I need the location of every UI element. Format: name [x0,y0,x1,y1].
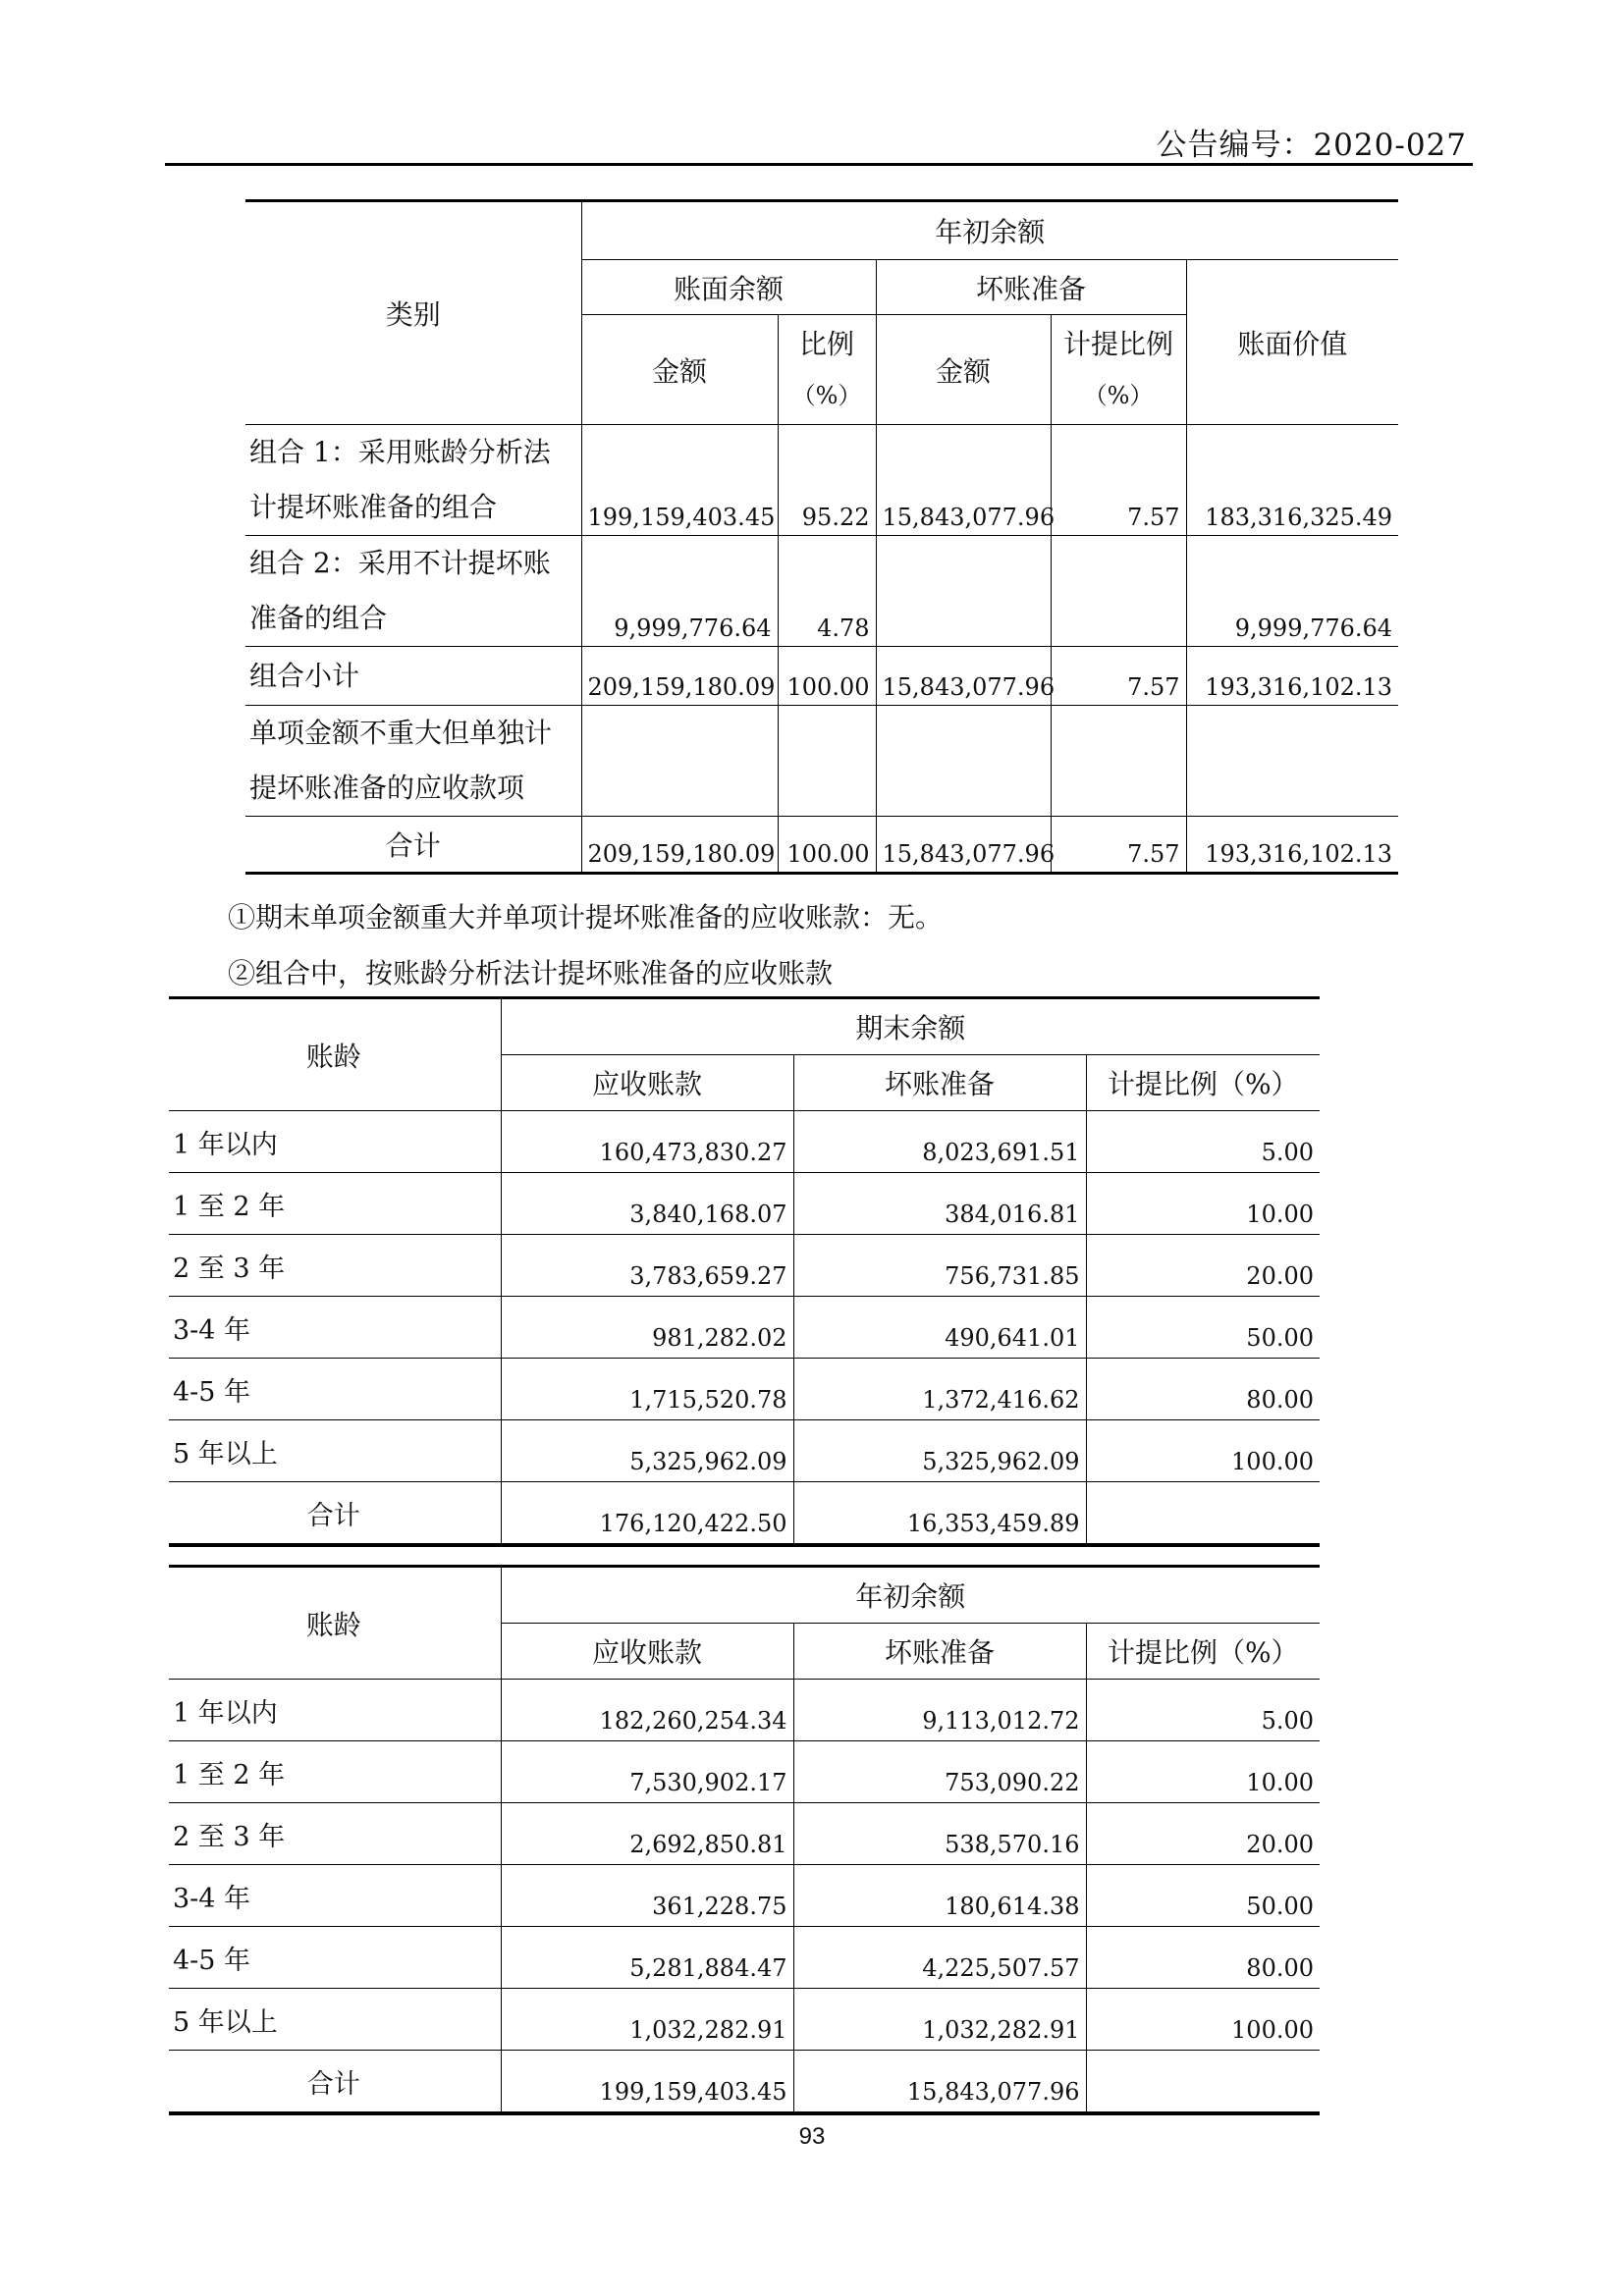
cell-ratio: 10.00 [1086,1741,1320,1803]
cell-bad-debt: 756,731.85 [793,1235,1086,1297]
cell-receivable: 199,159,403.45 [501,2051,793,2114]
cell-book-value: 193,316,102.13 [1186,647,1398,706]
table-row [169,1989,1320,2051]
cell-age: 1 至 2 年 [169,1741,501,1803]
cell-bad-ratio [1051,536,1186,647]
header-provision-ratio: 计提比例（%） [1086,1055,1320,1111]
cell-amount: 199,159,403.45 [581,425,778,536]
cell-bad-debt: 9,113,012.72 [793,1680,1086,1741]
cell-bad-ratio: 7.57 [1051,425,1186,536]
table-total-row [245,817,1398,874]
cell-receivable: 1,032,282.91 [501,1989,793,2051]
header-receivable: 应收账款 [501,1055,793,1111]
table-row [169,1865,1320,1927]
announcement-number: 公告编号：2020-027 [1156,128,1467,163]
cell-age: 5 年以上 [169,1420,501,1482]
table-row [245,647,1398,706]
note-1: ①期末单项金额重大并单项计提坏账准备的应收账款：无。 [228,901,944,934]
cell-ratio: 80.00 [1086,1927,1320,1989]
cell-ratio: 100.00 [778,817,876,874]
cell-bad-amount: 15,843,077.96 [876,647,1051,706]
cell-bad-debt: 180,614.38 [793,1865,1086,1927]
cell-ratio: 4.78 [778,536,876,647]
header-category: 类别 [245,201,581,425]
table-row [169,1297,1320,1359]
cell-bad-debt: 538,570.16 [793,1803,1086,1865]
cell-bad-ratio: 7.57 [1051,817,1186,874]
header-bad-amount: 金额 [876,315,1051,425]
page-number: 93 [798,2123,826,2150]
cell-ratio: 50.00 [1086,1297,1320,1359]
category-table [245,199,1398,875]
cell-receivable: 3,783,659.27 [501,1235,793,1297]
cell-bad-debt: 384,016.81 [793,1173,1086,1235]
cell-receivable: 3,840,168.07 [501,1173,793,1235]
header-ratio-label: 比例 [798,327,854,360]
table-row [169,1173,1320,1235]
cell-ratio: 100.00 [778,647,876,706]
header-amount: 金额 [581,315,778,425]
cell-bad-ratio [1051,706,1186,817]
header-provision-ratio: 计提比例（%） [1086,1624,1320,1680]
cell-ratio: 10.00 [1086,1173,1320,1235]
aging-table-opening [169,1565,1320,2115]
cell-ratio: 50.00 [1086,1865,1320,1927]
header-opening-balance: 年初余额 [501,1567,1320,1624]
cell-bad-ratio: 7.57 [1051,647,1186,706]
header-bad-debt: 坏账准备 [793,1055,1086,1111]
note-2: ②组合中，按账龄分析法计提坏账准备的应收账款 [228,957,834,989]
header-book-balance: 账面余额 [581,260,876,315]
cell-bad-debt: 5,325,962.09 [793,1420,1086,1482]
table-row [245,706,1398,817]
row-label: 合计 [245,817,581,874]
cell-ratio: 20.00 [1086,1235,1320,1297]
cell-amount [581,706,778,817]
cell-ratio [1086,1482,1320,1546]
cell-ratio: 80.00 [1086,1359,1320,1420]
cell-bad-amount [876,706,1051,817]
cell-amount: 209,159,180.09 [581,647,778,706]
aging-table-ending [169,996,1320,1547]
cell-bad-debt: 16,353,459.89 [793,1482,1086,1546]
cell-receivable: 176,120,422.50 [501,1482,793,1546]
cell-receivable: 7,530,902.17 [501,1741,793,1803]
cell-book-value: 183,316,325.49 [1186,425,1398,536]
table-total-row [169,1482,1320,1546]
cell-ratio: 100.00 [1086,1420,1320,1482]
header-receivable: 应收账款 [501,1624,793,1680]
cell-ratio: 20.00 [1086,1803,1320,1865]
cell-age: 合计 [169,2051,501,2114]
cell-age: 1 年以内 [169,1111,501,1173]
table-row [169,1741,1320,1803]
row-label: 组合 1：采用账龄分析法 计提坏账准备的组合 [245,425,581,536]
header-opening-balance: 年初余额 [581,201,1398,260]
table-row [245,536,1398,647]
cell-receivable: 160,473,830.27 [501,1111,793,1173]
header-age: 账龄 [169,1567,501,1680]
cell-receivable: 2,692,850.81 [501,1803,793,1865]
cell-age: 5 年以上 [169,1989,501,2051]
table-total-row [169,2051,1320,2114]
cell-receivable: 5,325,962.09 [501,1420,793,1482]
cell-book-value: 193,316,102.13 [1186,817,1398,874]
header-ratio [778,315,876,425]
cell-age: 1 至 2 年 [169,1173,501,1235]
table-row [169,1235,1320,1297]
table-row [169,1359,1320,1420]
cell-ratio: 5.00 [1086,1111,1320,1173]
cell-age: 1 年以内 [169,1680,501,1741]
cell-receivable: 981,282.02 [501,1297,793,1359]
table-row [169,1111,1320,1173]
header-provision-ratio [1051,315,1186,425]
header-bad-debt: 坏账准备 [793,1624,1086,1680]
header-ratio-pct: （%） [791,381,862,409]
table-row [169,1680,1320,1741]
cell-bad-amount [876,536,1051,647]
cell-bad-debt: 490,641.01 [793,1297,1086,1359]
cell-bad-amount: 15,843,077.96 [876,817,1051,874]
page-header [165,116,1473,166]
cell-bad-debt: 8,023,691.51 [793,1111,1086,1173]
cell-receivable: 361,228.75 [501,1865,793,1927]
cell-book-value [1186,706,1398,817]
header-age: 账龄 [169,998,501,1111]
cell-bad-debt: 4,225,507.57 [793,1927,1086,1989]
header-provision-label: 计提比例 [1062,327,1173,360]
cell-bad-amount: 15,843,077.96 [876,425,1051,536]
header-ending-balance: 期末余额 [501,998,1320,1055]
cell-ratio: 100.00 [1086,1989,1320,2051]
cell-receivable: 1,715,520.78 [501,1359,793,1420]
cell-amount: 9,999,776.64 [581,536,778,647]
cell-age: 3-4 年 [169,1865,501,1927]
cell-amount: 209,159,180.09 [581,817,778,874]
cell-age: 4-5 年 [169,1927,501,1989]
cell-receivable: 5,281,884.47 [501,1927,793,1989]
table-row [169,1420,1320,1482]
table-row [169,1803,1320,1865]
cell-bad-debt: 1,372,416.62 [793,1359,1086,1420]
cell-book-value: 9,999,776.64 [1186,536,1398,647]
cell-ratio [778,706,876,817]
cell-age: 4-5 年 [169,1359,501,1420]
cell-age: 3-4 年 [169,1297,501,1359]
header-book-value: 账面价值 [1186,260,1398,425]
table-row [169,1927,1320,1989]
table-row [245,425,1398,536]
cell-age: 合计 [169,1482,501,1546]
cell-age: 2 至 3 年 [169,1235,501,1297]
cell-ratio: 5.00 [1086,1680,1320,1741]
row-label: 单项金额不重大但单独计 提坏账准备的应收款项 [245,706,581,817]
header-provision-pct: （%） [1083,381,1154,409]
cell-ratio: 95.22 [778,425,876,536]
cell-bad-debt: 15,843,077.96 [793,2051,1086,2114]
cell-bad-debt: 753,090.22 [793,1741,1086,1803]
cell-bad-debt: 1,032,282.91 [793,1989,1086,2051]
cell-ratio [1086,2051,1320,2114]
header-bad-debt: 坏账准备 [876,260,1186,315]
cell-receivable: 182,260,254.34 [501,1680,793,1741]
row-label: 组合小计 [245,647,581,706]
row-label: 组合 2：采用不计提坏账 准备的组合 [245,536,581,647]
cell-age: 2 至 3 年 [169,1803,501,1865]
